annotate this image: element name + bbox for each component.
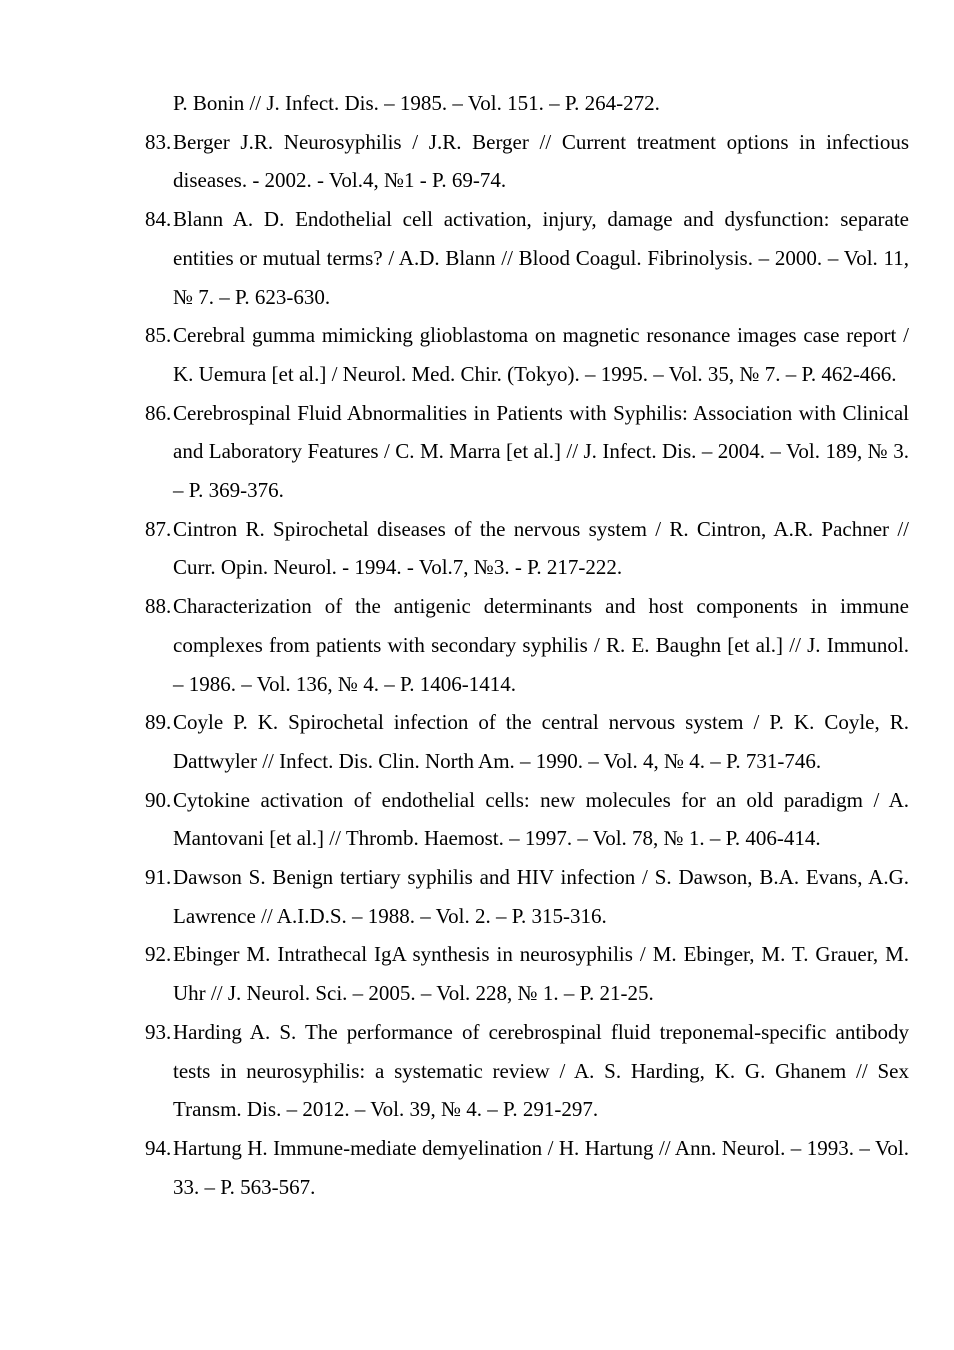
reference-number: 90. (145, 787, 172, 812)
reference-text: Coyle P. K. Spirochetal infection of the central nervous system / P. K. Coyle, R. Dattwyler // Infect. Dis. Clin. North Am. – 1990. – Vol. 4, № 4. – P. 731-746. (173, 710, 909, 773)
reference-number: 88. (145, 594, 172, 619)
reference-number: 93. (145, 1019, 172, 1044)
reference-text: Cerebrospinal Fluid Abnormalities in Patients with Syphilis: Association with Clinical and Laboratory Features / C. M. Marra [et al.] // J. Infect. Dis. – 2004. – Vol. 189, № 3. – P. 369-376. (173, 400, 909, 503)
reference-number: 94. (145, 1135, 172, 1160)
reference-number: 91. (145, 865, 172, 890)
reference-number: 92. (145, 942, 172, 967)
reference-item (145, 394, 909, 510)
reference-item (145, 587, 909, 703)
reference-number: 84. (145, 207, 172, 232)
reference-text: Blann A. D. Endothelial cell activation, injury, damage and dysfunction: separate entities or mutual terms? / A.D. Blann // Blood Coagul. Fibrinolysis. – 2000. – Vol. 11, № 7. – P. 623-630. (173, 207, 909, 309)
reference-text: Hartung H. Immune-mediate demyelination / H. Hartung // Ann. Neurol. – 1993. – Vol. 33. – P. 563-567. (173, 1135, 909, 1199)
reference-text: Ebinger M. Intrathecal IgA synthesis in neurosyphilis / M. Ebinger, M. T. Grauer, M. Uhr // J. Neurol. Sci. – 2005. – Vol. 228, № 1. – P. 21-25. (173, 942, 909, 1006)
reference-number: 86. (145, 400, 172, 425)
reference-text: Dawson S. Benign tertiary syphilis and HIV infection / S. Dawson, B.A. Evans, A.G. Lawrence // A.I.D.S. – 1988. – Vol. 2. – P. 315-316. (173, 865, 909, 928)
reference-item (145, 858, 909, 935)
reference-item (145, 123, 909, 200)
reference-item (145, 84, 909, 123)
reference-number: 89. (145, 710, 172, 735)
reference-text: Cytokine activation of endothelial cells: new molecules for an old paradigm / A. Mantovani [et al.] // Thromb. Haemost. – 1997. – Vol. 78, № 1. – P. 406-414. (173, 787, 909, 851)
reference-item (145, 935, 909, 1012)
reference-item (145, 1013, 909, 1129)
reference-item (145, 200, 909, 316)
reference-text: Harding A. S. The performance of cerebrospinal fluid treponemal-specific antibody tests in neurosyphilis: a systematic review / A. S. Harding, K. G. Ghanem // Sex Transm. Dis. – 2012. – Vol. 39, № 4. – P. 291-297. (173, 1019, 909, 1122)
reference-text: P. Bonin // J. Infect. Dis. – 1985. – Vol. 151. – P. 264-272. (173, 91, 660, 115)
reference-number: 83. (145, 129, 172, 154)
reference-item (145, 1129, 909, 1206)
reference-item (145, 510, 909, 587)
reference-text: Berger J.R. Neurosyphilis / J.R. Berger // Current treatment options in infectious diseases. - 2002. - Vol.4, №1 - P. 69-74. (173, 129, 909, 193)
reference-text: Cerebral gumma mimicking glioblastoma on magnetic resonance images case report / K. Uemura [et al.] / Neurol. Med. Chir. (Tokyo). – 1995. – Vol. 35, № 7. – P. 462-466. (173, 323, 909, 386)
reference-number: 85. (145, 323, 172, 348)
reference-text: Characterization of the antigenic determinants and host components in immune complexes from patients with secondary syphilis / R. E. Baughn [et al.] // J. Immunol. – 1986. – Vol. 136, № 4. – P. 1406-1414. (173, 594, 909, 696)
reference-number: 87. (145, 516, 172, 541)
reference-item (145, 316, 909, 393)
reference-text: Cintron R. Spirochetal diseases of the nervous system / R. Cintron, A.R. Pachner // Curr. Opin. Neurol. - 1994. - Vol.7, №3. - P. 217-222. (173, 516, 909, 580)
reference-item (145, 781, 909, 858)
reference-list (145, 84, 909, 1206)
reference-item (145, 703, 909, 780)
